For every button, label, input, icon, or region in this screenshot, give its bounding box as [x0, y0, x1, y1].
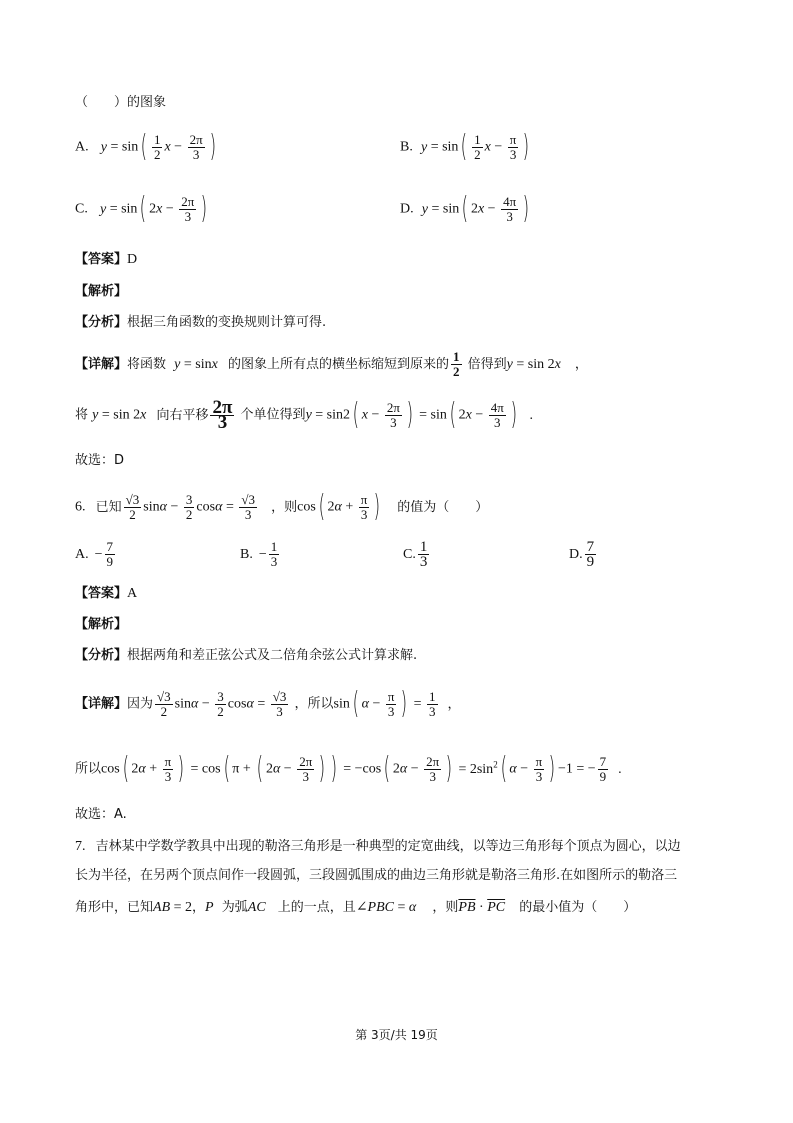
q5-option-c[interactable]: C. y = sin( 2x − $\frac{2\pi}{3}$ ) [75, 191, 208, 226]
q6-option-d[interactable]: D. $\frac{7}{9}$ [569, 539, 595, 570]
q6-option-c[interactable]: C. $\frac{1}{3}$ [403, 539, 428, 570]
q7-line1: 7. 吉林某中学数学教具中出现的勒洛三角形是一种典型的定宽曲线，以等边三角形每个顶点为圆心，以边 [75, 839, 681, 854]
q5-stem-tail: （ ）的图象 [75, 95, 167, 110]
page-footer: 第 3页/共 19页 [355, 1028, 438, 1042]
answer-value: D [127, 252, 138, 267]
q6-conclusion: 故选：A. [75, 807, 127, 822]
q5-conclusion: 故选：D [75, 453, 125, 468]
q6-fenxi-line: 【分析】根据两角和差正弦公式及二倍角余弦公式计算求解. [75, 648, 418, 663]
q6-option-b[interactable]: B. − $\frac{1}{3}$ [240, 539, 278, 569]
q5-fenxi-line: 【分析】根据三角函数的变换规则计算可得. [75, 315, 327, 330]
q5-detail-line2: 将 y = sin 2x 向右平移 $\frac{2\pi}{3}$ 个单位得到y = sin2( x − $\frac{2\pi}{3}$ ) = sin( 2x − $\frac{4\pi}{3}$ ) . [75, 396, 534, 433]
q5-analysis-tag: 【解析】 [75, 284, 128, 299]
q5-option-a[interactable]: A. y = sin( $\frac{1}{2}$ x − $\frac{2\pi}{3}$ ) [75, 129, 216, 164]
q5-answer-line [75, 250, 137, 270]
q6-detail-line2: 所以cos( 2α + $\frac{\pi}{3}$ ) = cos( π + ( 2α − $\frac{2\pi}{3}$ ) ) = −cos( 2α − $\frac{2\pi}{3}$ ) = $2\sin^2$( α − $\frac{\pi}{3}$ ) −1 = − $\frac{7}{9}$ . [75, 751, 622, 787]
q7-line2: 长为半径，在另两个顶点间作一段圆弧，三段圆弧围成的曲边三角形就是勒洛三角形.在如图所示的勒洛三 [75, 868, 678, 883]
answer-tag: 【答案】 [75, 252, 128, 267]
q5-option-d[interactable]: D. y = sin( 2x − $\frac{4\pi}{3}$ ) [400, 191, 530, 226]
q6-analysis-tag: 【解析】 [75, 617, 128, 632]
q6-detail-line1: 【详解】因为 $\frac{√3}{2}$ sinα − $\frac{3}{2}$ cosα = $\frac{√3}{3}$ ，所以sin( α − $\frac{\pi}{3}$ ) = $\frac{1}{3}$ ， [75, 686, 461, 721]
q5-detail-line1: 【详解】将函数 y = sinx 的图象上所有点的横坐标缩短到原来的 $\frac{1}{2}$ 倍得到y = sin 2x ， [75, 349, 588, 379]
q7-line3: 角形中，已知AB = 2，P 为弧AC 上的一点，且∠PBC = α ，则$\overline{PB} \cdot \overline{PC}$ 的最小值为（ ） [75, 900, 637, 915]
q6-answer-line: 【答案】A [75, 586, 138, 601]
q6-option-a[interactable]: A. − $\frac{7}{9}$ [75, 539, 114, 569]
q5-option-b[interactable]: B. y = sin( $\frac{1}{2}$ x − $\frac{\pi}{3}$ ) [400, 129, 530, 164]
q6-stem: 6. 已知 $\frac{√3}{2}$ sinα − $\frac{3}{2}$ cosα = $\frac{√3}{3}$ ，则cos( 2α + $\frac{\pi}{3}$ ) 的值为（ ） [75, 489, 489, 524]
